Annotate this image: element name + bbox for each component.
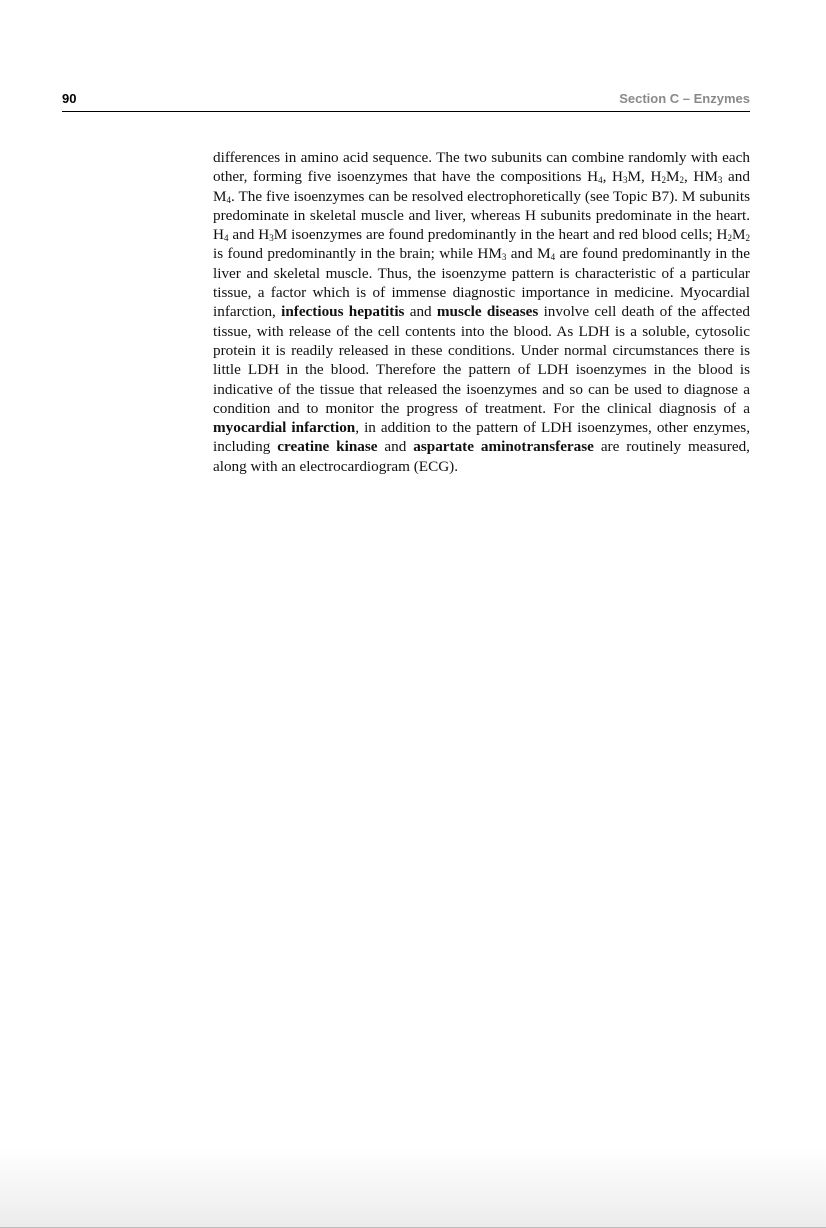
text-run: involve cell death of the affected tissue, with release of the cell contents into the blood. As LDH is a soluble, cytosolic protein it is readily released in these conditions. Under normal circumstances there is little LDH in the blood. Therefore the pattern of LDH isoenzymes in the blood is indicative of the tissue that released the isoenzymes and so can be used to diagnose a condition and to monitor the progress of treatment. For the clinical diagnosis of a: [213, 303, 750, 417]
bold-term: myocardial infarction: [213, 419, 356, 437]
subscript: 4: [550, 252, 556, 263]
subscript: 4: [598, 175, 603, 186]
text-run: and M: [213, 168, 750, 205]
text-run: and: [404, 303, 437, 321]
text-run: and H: [228, 226, 270, 244]
bold-term: creatine kinase: [277, 438, 378, 456]
running-head: Section C – Enzymes: [619, 91, 750, 106]
subscript: 4: [226, 194, 232, 205]
page-bottom-edge: [0, 1147, 826, 1228]
page-header: [62, 89, 750, 112]
text-run: differences in amino acid sequence. The two subunits can combine randomly with each other, forming five isoenzymes that have the compositions H: [213, 149, 750, 186]
text-run: , in addition to the pattern of LDH isoenzymes, other enzymes, including: [213, 419, 750, 456]
text-run: , H: [602, 168, 623, 186]
subscript: 3: [501, 252, 507, 263]
text-run: are found predominantly in the liver and skeletal muscle. Thus, the isoenzyme pattern is characteristic of a particular tissue, a factor which is of immense diagnostic importance in medicine. Myocardial infarction,: [213, 245, 750, 321]
bold-term: infectious hepatitis: [281, 303, 405, 321]
page-number: 90: [62, 91, 77, 106]
text-run: and: [377, 438, 414, 456]
text-run: M isoenzymes are found predominantly in the heart and red blood cells; H: [273, 226, 728, 244]
bold-term: muscle diseases: [436, 303, 539, 321]
text-run: and M: [506, 245, 551, 263]
subscript: 2: [745, 233, 750, 244]
text-run: M: [665, 168, 680, 186]
subscript: 3: [623, 175, 628, 186]
bold-term: aspartate aminotransferase: [413, 438, 594, 456]
text-run: , HM: [683, 168, 718, 186]
text-run: are routinely measured, along with an electrocardiogram (ECG).: [213, 438, 750, 475]
text-run: is found predominantly in the brain; while HM: [213, 245, 502, 263]
text-run: M, H: [627, 168, 662, 186]
body-paragraph: [213, 148, 750, 476]
subscript: 3: [717, 175, 723, 186]
subscript: 2: [679, 175, 684, 186]
text-run: M: [731, 226, 746, 244]
subscript: 4: [223, 233, 229, 244]
text-run: . The five isoenzymes can be resolved electrophoretically (see Topic B7). M subunits predominate in skeletal muscle and liver, whereas H subunits predominate in the heart. H: [213, 187, 750, 244]
subscript: 3: [269, 233, 274, 244]
subscript: 2: [727, 233, 732, 244]
subscript: 2: [661, 175, 666, 186]
